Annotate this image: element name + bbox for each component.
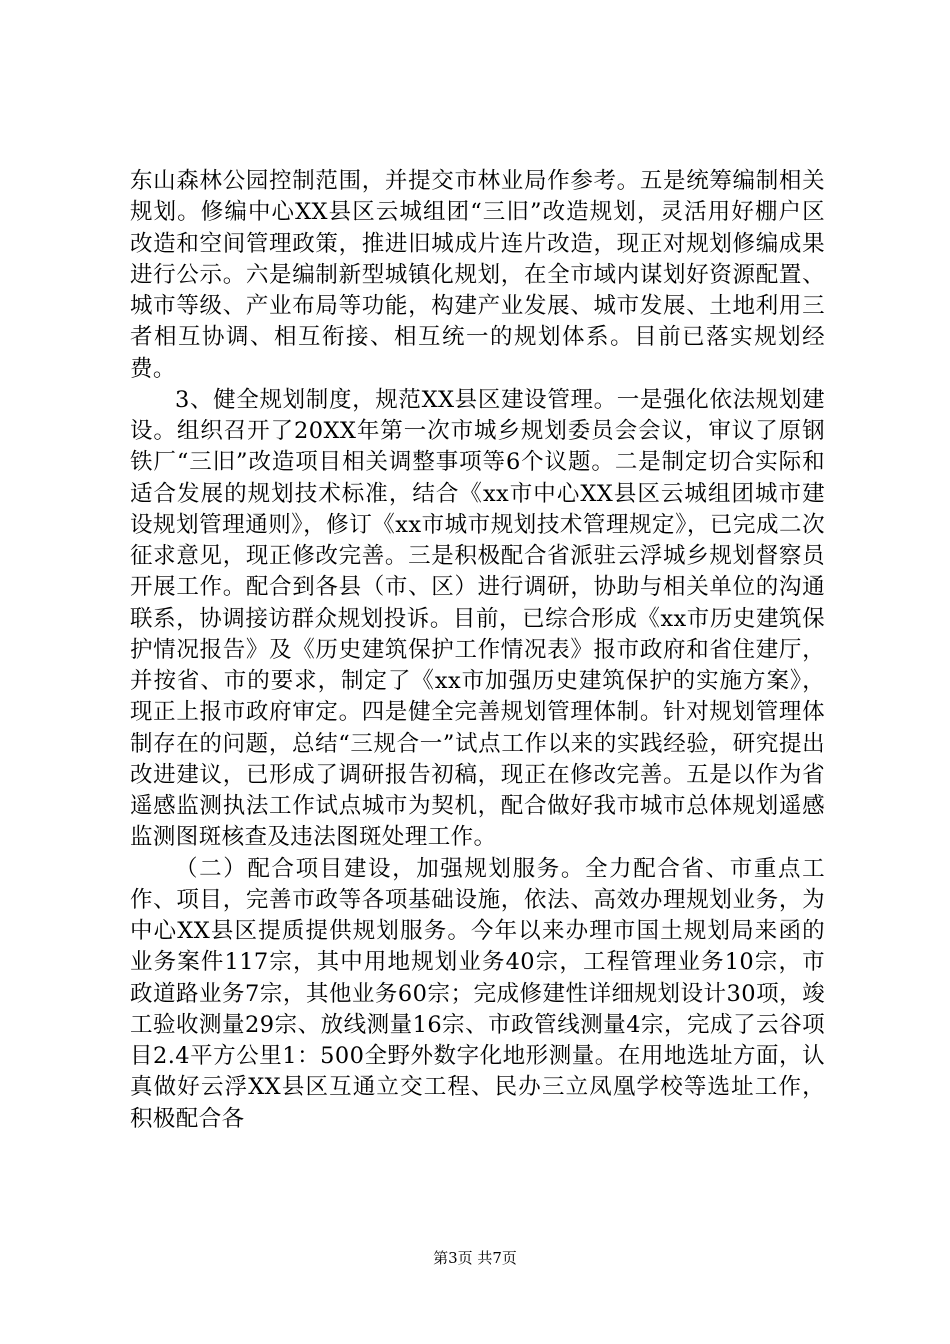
paragraph-continuation: 东山森林公园控制范围，并提交市林业局作参考。五是统筹编制相关规划。修编中心XX县区云城组团“三旧”改造规划，灵活用好棚户区改造和空间管理政策，推进旧城成片连片改造，现正对规划修编成果进行公示。六是编制新型城镇化规划，在全市域内谋划好资源配置、城市等级、产业布局等功能，构建产业发展、城市发展、土地利用三者相互协调、相互衔接、相互统一的规划体系。目前已落实规划经费。 [130, 168, 825, 382]
document-body [130, 166, 825, 1135]
paragraph-project-service: （二）配合项目建设，加强规划服务。全力配合省、市重点工作、项目，完善市政等各项基础设施，依法、高效办理规划业务，为中心XX县区提质提供规划服务。今年以来办理市国土规划局来函的业务案件117宗，其中用地规划业务40宗，工程管理业务10宗，市政道路业务7宗，其他业务60宗；完成修建性详细规划设计30项，竣工验收测量29宗、放线测量16宗、市政管线测量4宗，完成了云谷项目2.4平方公里1：500全野外数字化地形测量。在用地选址方面，认真做好云浮XX县区互通立交工程、民办三立凤凰学校等选址工作，积极配合各 [130, 855, 825, 1132]
paragraph-planning-system: 3、健全规划制度，规范XX县区建设管理。一是强化依法规划建设。组织召开了20XX年第一次市城乡规划委员会会议，审议了原钢铁厂“三旧”改造项目相关调整事项等6个议题。二是制定切合实际和适合发展的规划技术标准，结合《xx市中心XX县区云城组团城市建设规划管理通则》，修订《xx市城市规划技术管理规定》，已完成二次征求意见，现正修改完善。三是积极配合省派驻云浮城乡规划督察员开展工作。配合到各县（市、区）进行调研，协助与相关单位的沟通联系，协调接访群众规划投诉。目前，已综合形成《xx市历史建筑保护情况报告》及《历史建筑保护工作情况表》报市政府和省住建厅，并按省、市的要求，制定了《xx市加强历史建筑保护的实施方案》，现正上报市政府审定。四是健全完善规划管理体制。针对规划管理体制存在的问题，总结“三规合一”试点工作以来的实践经验，研究提出改进建议，已形成了调研报告初稿，现正在修改完善。五是以作为省遥感监测执法工作试点城市为契机，配合做好我市城市总体规划遥感监测图斑核查及违法图斑处理工作。 [130, 386, 825, 851]
page-footer: 第3页 共7页 [433, 1249, 517, 1267]
